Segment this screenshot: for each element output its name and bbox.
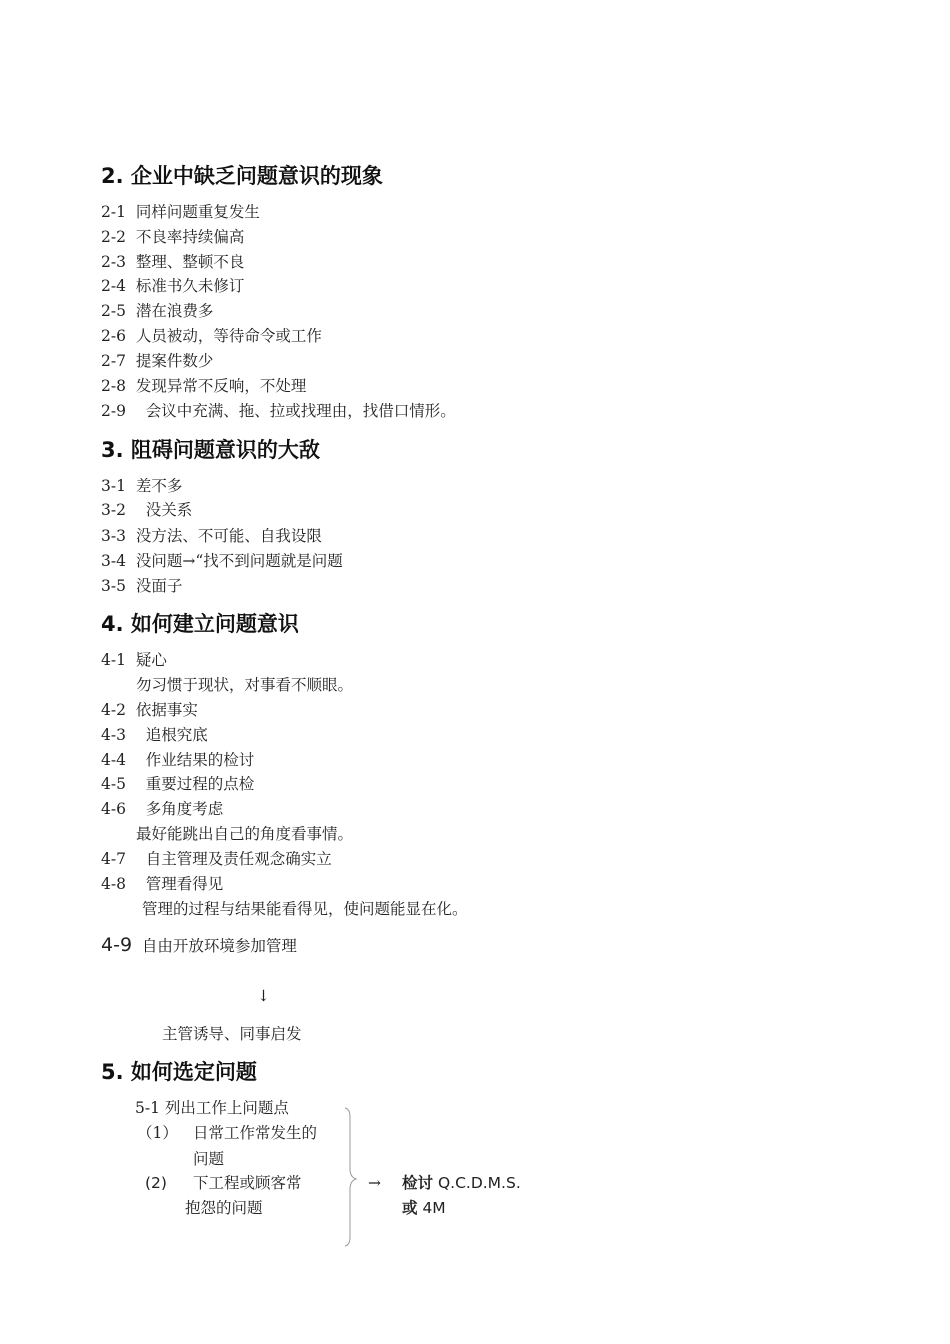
right-brace-icon xyxy=(344,1107,358,1247)
list-item: 4-6 多角度考虑 xyxy=(101,800,224,818)
list-item: 3-2 没关系 xyxy=(101,501,193,519)
list-item: 2-5 潜在浪费多 xyxy=(101,302,214,320)
section-2-heading: 2. 企业中缺乏问题意识的现象 xyxy=(101,164,383,188)
list-item-text: 抱怨的问题 xyxy=(185,1199,263,1217)
list-item: 3-5 没面子 xyxy=(101,577,183,595)
list-item: 2-8 发现异常不反响，不处理 xyxy=(101,377,307,395)
list-marker: （1） xyxy=(137,1124,178,1142)
list-item: 3-1 差不多 xyxy=(101,477,183,495)
list-note: 最好能跳出自己的角度看事情。 xyxy=(136,825,354,843)
list-marker: (2) xyxy=(145,1174,167,1192)
list-item: 3-4 没问题→“找不到问题就是问题 xyxy=(101,552,343,570)
list-item: 4-7 自主管理及责任观念确实立 xyxy=(101,850,332,868)
list-item: 2-3 整理、整顿不良 xyxy=(101,253,245,271)
list-item: 4-4 作业结果的检讨 xyxy=(101,751,255,769)
conclusion-line-1: 检讨 Q.C.D.M.S. xyxy=(402,1174,521,1192)
section-3-heading: 3. 阻碍问题意识的大敌 xyxy=(101,438,320,462)
subsection-5-1: 5-1 列出工作上问题点 xyxy=(135,1099,289,1117)
list-item: 2-4 标准书久未修订 xyxy=(101,277,245,295)
result-text: 主管诱导、同事启发 xyxy=(162,1025,302,1043)
down-arrow-icon: ↓ xyxy=(257,987,270,1005)
list-item: 2-1 同样问题重复发生 xyxy=(101,203,260,221)
list-item: 2-9 会议中充满、拖、拉或找理由，找借口情形。 xyxy=(101,402,456,420)
list-item: 2-2 不良率持续偏高 xyxy=(101,228,245,246)
right-arrow-icon: → xyxy=(368,1174,381,1192)
list-item: 4-8 管理看得见 xyxy=(101,875,224,893)
list-item-text: 下工程或顾客常 xyxy=(193,1174,302,1192)
section-5-heading: 5. 如何选定问题 xyxy=(101,1060,257,1084)
list-note: 勿习惯于现状，对事看不顺眼。 xyxy=(136,676,354,694)
list-item: 2-7 提案件数少 xyxy=(101,352,214,370)
list-item: 4-1 疑心 xyxy=(101,651,167,669)
list-item: 4-9 自由开放环境参加管理 xyxy=(101,934,297,956)
list-item: 3-3 没方法、不可能、自我设限 xyxy=(101,527,322,545)
list-item: 4-5 重要过程的点检 xyxy=(101,775,255,793)
list-item: 4-2 依据事实 xyxy=(101,701,198,719)
list-item-text: 问题 xyxy=(193,1150,225,1168)
list-item: 4-3 追根究底 xyxy=(101,726,208,744)
list-item-text: 日常工作常发生的 xyxy=(193,1124,318,1142)
list-note: 管理的过程与结果能看得见，使问题能显在化。 xyxy=(142,900,468,918)
conclusion-line-2: 或 4M xyxy=(402,1199,446,1217)
list-item: 2-6 人员被动，等待命令或工作 xyxy=(101,327,322,345)
section-4-heading: 4. 如何建立问题意识 xyxy=(101,612,299,636)
